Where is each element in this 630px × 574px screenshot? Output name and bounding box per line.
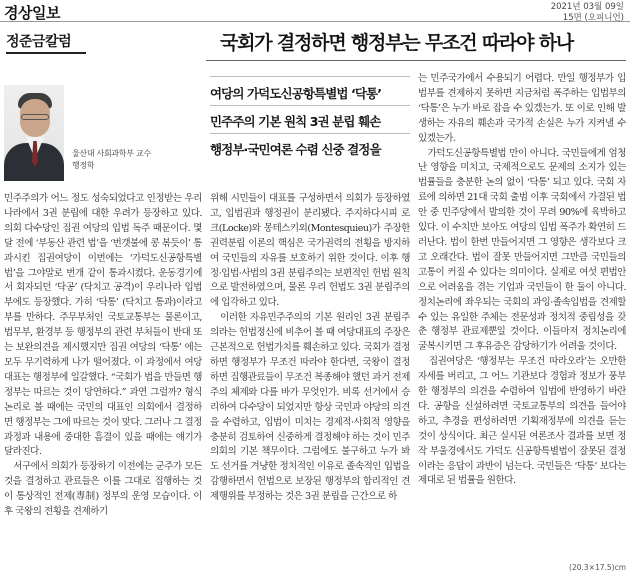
page-section: 15면 (오피니언)	[562, 13, 624, 23]
author-photo	[4, 85, 64, 181]
author-affiliation: 울산대 사회과학부 교수	[72, 149, 151, 158]
subhead-3: 행정부·국민여론 수렴 신중 결정을	[210, 142, 381, 157]
subheads-top-rule	[210, 76, 410, 77]
article-headline: 국회가 결정하면 행정부는 무조건 따라야 하나	[220, 32, 574, 54]
top-rule	[0, 21, 630, 22]
body-column-3: 는 민주국가에서 수용되기 어렵다. 만일 행정부가 입법부를 견제하지 못하면 지금처럼 폭주하는 입법부의 ‘닥통’은 누가 바로 잡을 수 있겠는가. 또 이로 인해 발생하는 자유의 훼손과 국가적 손실은 누가 지켜낼 수 있겠는가. 가덕도신공항특별법 만이 아니다. 국민들에게 엄청난 영향을 미치고, 국제적으로도 문제의 소지가 있는 법률들을 충분한 논의 없이 ‘닥통’ 되고 있다. 국회 자료에 의하면 21대 국회 출범 이후 국회에서 가결된 법안 중 민주당에서 발의한 것이 무려 90%에 육박하고 있다. 이 수치만 보아도 여당의 입법 폭주가 확연히 드러난다. 법이 한번 만들어지면 그 영향은 생각보다 크고 오래간다. 법이 잘못 만들어지면 그만큼 국민들의 고통이 커질 수 있다는 의미이다. 실제로 여섯 편법안으로 어려움을 겪는 기업과 국민들이 한 둘이 아니다. 정치논리에 좌우되는 국회의 과잉·졸속입법을 견제할 수 있는 유일한 주체는 전문성과 정치적 중립성을 갖춘 행정부 관료제뿐일 것이다. 이들마저 정치논리에 굴복시키면 그 후유증은 감당하기가 어려울 것이다. 집권여당은 ‘행정부는 무조건 따라오라’는 오만한 자세를 버리고, 그 어느 기관보다 경험과 정보가 풍부한 행정부의 의견을 수렴하여 입법에 반영하기 바란다. 공항을 신설하려면 국토교통부의 의견을 들어야 하고, 추경을 편성하려면 기획재정부에 의견을 듣는 것이 상식이다. 최근 실시된 여론조사 결과를 보면 정작 부울경에서도 가덕도 신공항특별법이 잘못된 결정이라는 응답이 과반이 넘는다. 국민들은 ‘닥통’ 보다는 제대로 된 법률을 원한다.	[418, 73, 626, 487]
publish-date: 2021년 03월 09일	[550, 2, 624, 12]
body-column-1: 민주주의가 어느 정도 성숙되었다고 인정받는 우리나라에서 3권 분립에 대한 우려가 등장하고 있다. 의회 다수당인 집권 여당의 입법 독주 때문이다. 몇 달 전에 ‘부동산 관련 법’을 ‘번갯불에 콩 볶듯이’ 통과시킨 집권여당이 이번에는 ‘가덕도신공항특별법’을 그야말로 번개 같이 통과시켰다. 운동경기에서 회자되던 ‘닥공’ (닥치고 공격)이 우리나라 입법부에도 등장했다. 가히 ‘닥통’ (닥치고 통과)이라고 부를 만하다. 주무부처인 국토교통부는 물론이고, 법무부, 환경부 등 행정부의 관련 부처들이 반대 또는 보완의견을 제시했지만 집권 여당의 ‘닥통’ 에는 모두 무기력하게 나가 떨어졌다. 이 과정에서 여당 대표는 행정부에 일갈했다. “국회가 법을 만들면 행정부는 따르는 것이 당연하다.” 과연 그럴까? 형식논리로 볼 때에는 국민의 대표인 의회에서 결정하면 행정부는 그에 따르는 것이 맞다. 그러나 그 결정과정과 내용에 중대한 흠결이 있을 때에는 얘기가 달라진다. 서구에서 의회가 등장하기 이전에는 군주가 모든 것을 결정하고 관료들은 이를 그대로 집행하는 것이 통상적인 전제(專制) 정부의 운영 모습이다. 이후 국왕의 전횡을 견제하기	[4, 193, 202, 518]
subhead-1: 여당의 가덕도신공항특별법 ‘닥통’	[210, 78, 410, 106]
newspaper-masthead: 경상일보	[4, 4, 60, 22]
column-label-underline	[6, 52, 86, 54]
headline-rule	[206, 60, 626, 61]
subhead-2: 민주주의 기본 원칙 3권 분립 훼손	[210, 106, 410, 134]
author-role: 행정학	[72, 161, 95, 170]
clipping-size-note: (20.3×17.5)cm	[569, 563, 626, 572]
author-byline	[72, 148, 151, 172]
body-column-2: 위해 시민들이 대표를 구성하면서 의회가 등장하였고, 입법권과 행정권이 분리됐다. 주지하다시피 로크(Locke)와 몽테스키외(Montesquieu)가 주장한 권력분립 이론의 핵심은 국가권력의 전횡을 방지하여 국민들의 자유를 보호하기 위한 것이다. 이후 행정·입법·사법의 3권 분립주의는 보편적인 헌법 원칙으로 발전하였으며, 물론 우리 헌법도 3권 분립주의에 입각하고 있다. 이러한 자유민주주의의 기본 원리인 3권 분립주의라는 헌법정신에 비추어 볼 때 여당대표의 주장은 근본적으로 헌법가치를 훼손하고 있다. 국회가 결정하면 행정부가 무조건 따라야 한다면, 국왕이 결정하면 집행관료들이 무조건 복종해야 했던 과거 전제주의 체제와 다를 바가 무엇인가. 비록 선거에서 승리하여 다수당이 되었지만 항상 국민과 야당의 의견을 수렴하고, 입법이 미치는 경제적·사회적 영향을 충분히 검토하여 신중하게 결정해야 하는 것이 민주의회의 기본 책무이다. 그럼에도 불구하고 누가 봐도 선거를 겨냥한 정치적인 이유로 졸속적인 입법을 감행하면서 헌법으로 보장된 행정부의 합리적인 견제행위를 부정하는 것은 3권 분립을 근간으로 하	[210, 193, 410, 503]
column-label: 정준금칼럼	[6, 34, 72, 50]
subheads	[210, 78, 410, 162]
